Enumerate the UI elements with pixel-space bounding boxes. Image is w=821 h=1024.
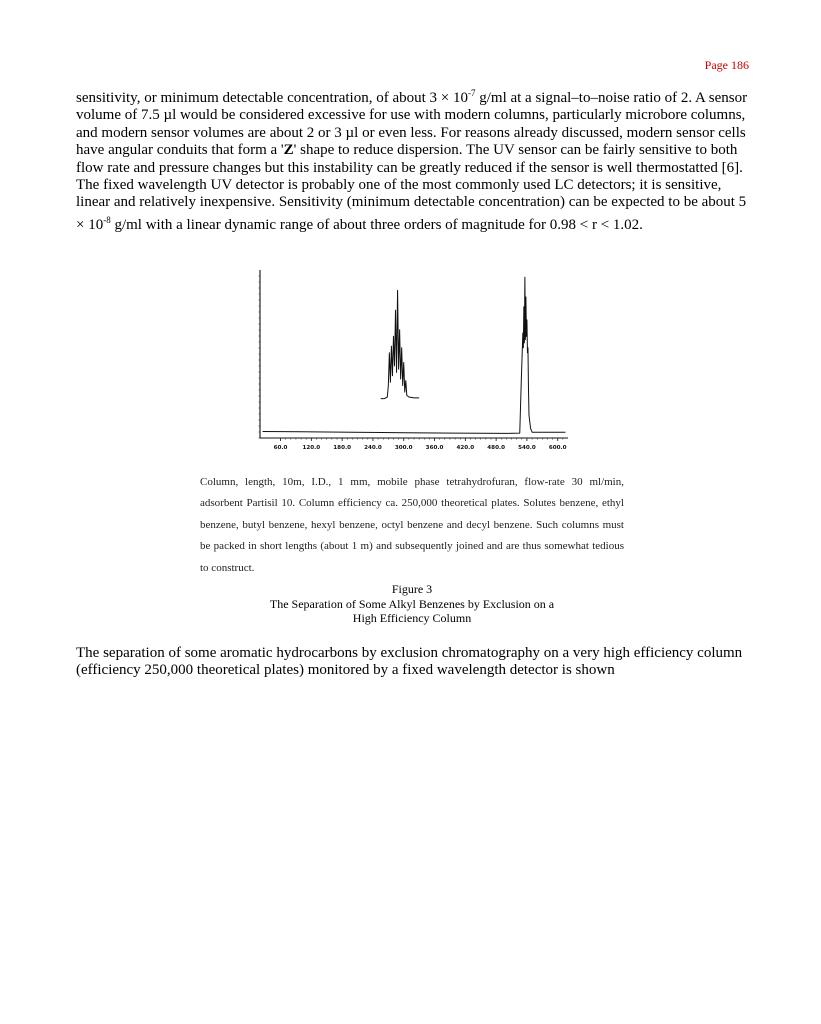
x-tick-label: 300.0	[394, 445, 413, 451]
x-tick-label: 360.0	[425, 445, 444, 451]
page-number: Page 186	[704, 58, 749, 72]
series-line-2	[263, 277, 566, 433]
p1-z-letter: Z	[283, 142, 294, 159]
x-tick-label: 120.0	[302, 445, 321, 451]
x-tick-label: 60.0	[273, 445, 288, 451]
chromatogram-figure	[253, 268, 575, 464]
p1-text-d: g/ml with a linear dynamic range of about three orders of magnitude for 0.98 < r < 1.02.	[110, 216, 643, 233]
p1-text-c: ' shape to reduce dispersion. The UV sensor can be fairly sensitive to both flow rate and pressure changes but this instability can be greatly reduced if the sensor is well thermostatted [6]. The fixed wavelength UV detector is probably one of the most commonly used LC detectors; it is sensitive, linear and relatively inexpensive. Sensitivity (minimum detectable concentration) can be expected to be about 5 × 10	[76, 142, 747, 233]
figure-caption	[200, 582, 624, 626]
chart-ticks	[274, 438, 567, 451]
p1-superscript-1: -7	[467, 88, 476, 98]
x-tick-label: 240.0	[364, 445, 382, 451]
figure-title-line-1: The Separation of Some Alkyl Benzenes by Exclusion on a	[269, 596, 555, 611]
x-tick-label: 420.0	[456, 445, 475, 451]
body-paragraph-2: The separation of some aromatic hydrocarbons by exclusion chromatography on a very high efficiency column (efficiency 250,000 theoretical plates) monitored by a fixed wavelength detector is shown	[76, 645, 743, 679]
p1-superscript-2: -8	[103, 214, 111, 225]
figure-title-line-2: High Efficiency Column	[352, 611, 472, 626]
series-line-1	[381, 290, 420, 398]
p1-text-b: g/ml at a signal–to–noise ratio of 2. A sensor volume of 7.5 µl would be considered excessive for use with modern columns, particularly microbore columns, and modern sensor volumes are about 2 or 3 µl or even less. For reasons already discussed, modern sensor cells have angular conduits that form a '	[76, 90, 748, 159]
chart-series	[263, 277, 566, 433]
body-paragraph-1	[76, 85, 748, 234]
x-tick-label: 480.0	[487, 445, 505, 451]
p1-text-a: sensitivity, or minimum detectable concentration, of about 3 × 10	[76, 90, 468, 106]
x-tick-label: 540.0	[518, 445, 536, 451]
figure-scanned-caption: Column, length, 10m, I.D., 1 mm, mobile phase tetrahydrofuran, flow-rate 30 ml/min, adsorbent Partisil 10. Column efficiency ca. 250,000 theoretical plates. Solutes benzene, ethyl benzene, butyl benzene, hexyl benzene, octyl benzene and decyl benzene. Such columns must be packed in short lengths (about 1 m) and subsequently joined and are thus somewhat tedious to construct.	[200, 476, 624, 574]
figure-label: Figure 3	[391, 582, 433, 596]
x-tick-label: 600.0	[548, 445, 567, 451]
chart-axes	[259, 270, 569, 438]
x-tick-label: 180.0	[333, 445, 351, 451]
